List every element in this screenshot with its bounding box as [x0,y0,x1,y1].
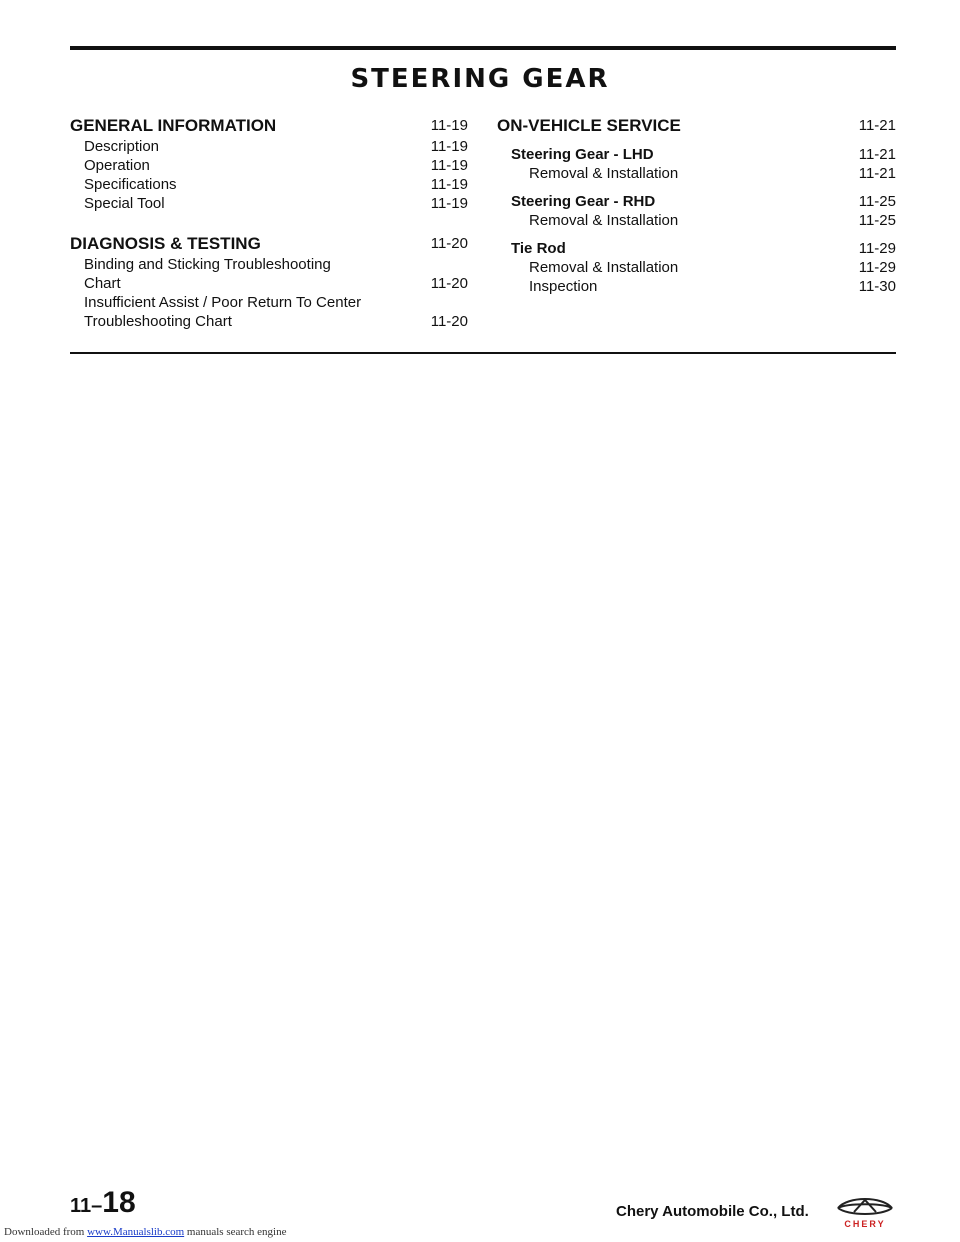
toc-item-special-tool[interactable] [70,194,468,213]
toc-item-description[interactable] [70,137,468,156]
toc-subsection-steering-gear-lhd[interactable] [497,145,896,164]
item-page: 11-25 [858,212,896,229]
toc-section-general-information[interactable] [70,116,468,136]
toc-item-insufficient-chart[interactable] [70,312,468,331]
item-page: 11-21 [858,165,896,182]
item-label: Troubleshooting Chart [84,313,232,330]
toc-subsection-tie-rod[interactable] [497,239,896,258]
toc-item-tie-rod-removal-installation[interactable] [497,258,896,277]
section-page: 11-21 [858,117,896,134]
item-page: 11-19 [430,195,468,212]
section-label: ON-VEHICLE SERVICE [497,116,681,135]
download-suffix: manuals search engine [186,1226,287,1238]
download-prefix: Downloaded from [4,1226,85,1238]
item-label: Removal & Installation [529,165,679,182]
download-credit [4,1226,286,1238]
toc-item-rhd-removal-installation[interactable] [497,211,896,230]
company-name: Chery Automobile Co., Ltd. [616,1203,809,1220]
section-page: 11-19 [430,117,468,134]
bottom-rule [70,352,896,354]
item-page: 11-19 [430,176,468,193]
toc-right-column [497,116,896,296]
item-label: Operation [84,157,150,174]
page-section-prefix: 11– [70,1195,103,1217]
item-page: 11-20 [430,275,468,292]
toc-item-insufficient-line1[interactable]: Insufficient Assist / Poor Return To Center [84,294,362,311]
subsection-page: 11-25 [858,193,896,210]
logo-text: CHERY [844,1219,886,1229]
section-page: 11-20 [430,235,468,252]
section-label: GENERAL INFORMATION [70,116,277,135]
chery-logo [834,1194,896,1230]
manualslib-link[interactable]: www.Manualslib.com [87,1226,185,1238]
section-label: DIAGNOSIS & TESTING [70,234,261,253]
item-page: 11-19 [430,157,468,174]
subsection-page: 11-21 [858,146,896,163]
top-rule [70,46,896,50]
item-label: Special Tool [84,195,165,212]
toc-item-operation[interactable] [70,156,468,175]
item-label: Chart [84,275,121,292]
toc-item-specifications[interactable] [70,175,468,194]
item-label: Inspection [529,278,598,295]
toc-item-binding-line1[interactable]: Binding and Sticking Troubleshooting [84,256,331,273]
item-label: Specifications [84,176,177,193]
subsection-label: Steering Gear - LHD [511,146,654,163]
page-number-value: 18 [102,1186,136,1219]
subsection-label: Steering Gear - RHD [511,193,656,210]
item-page: 11-30 [858,278,896,295]
toc-subsection-steering-gear-rhd[interactable] [497,192,896,211]
item-label: Removal & Installation [529,259,679,276]
toc-item-tie-rod-inspection[interactable] [497,277,896,296]
toc-item-binding-chart[interactable] [70,274,468,293]
item-page: 11-19 [430,138,468,155]
page-number [70,1186,136,1220]
subsection-label: Tie Rod [511,240,566,257]
page-title: STEERING GEAR [350,64,610,94]
toc-section-diagnosis-testing[interactable] [70,234,468,254]
toc-section-on-vehicle-service[interactable] [497,116,896,136]
toc-left-column [70,116,468,331]
item-page: 11-20 [430,313,468,330]
item-label: Description [84,138,160,155]
toc-item-lhd-removal-installation[interactable] [497,164,896,183]
item-page: 11-29 [858,259,896,276]
subsection-page: 11-29 [858,240,896,257]
item-label: Removal & Installation [529,212,679,229]
